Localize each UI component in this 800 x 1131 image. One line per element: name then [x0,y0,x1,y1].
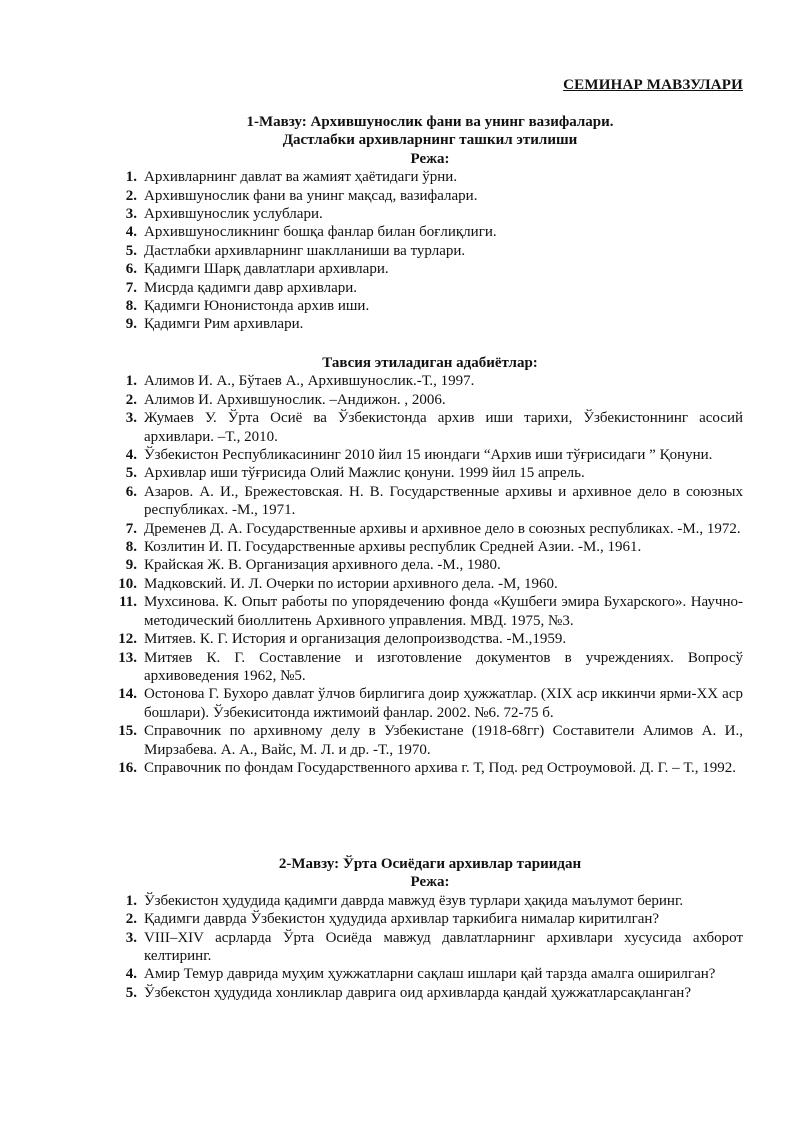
plan-item [117,279,743,297]
list-item-text: Справочник по фондам Государственного архива г. Т, Под. ред Остроумовой. Д. Г. – Т., 1992. [144,759,737,776]
topic-1-title-line-2: Дастлабки архивларнинг ташкил этилиши [282,132,578,149]
list-item-number: 5. [125,465,137,482]
list-item-number: 1. [125,169,137,186]
list-item-text: VIII–XIV асрларда Ўрта Осиёда мавжуд давлатларнинг архивлари хусусида ахборот келтиринг. [144,929,743,965]
document-title: СЕМИНАР МАВЗУЛАРИ [563,77,743,93]
literature-item [117,446,743,464]
list-item-number: 9. [125,316,137,333]
list-item-text: Архившуносликнинг бошқа фанлар билан боғлиқлиги. [144,224,497,241]
literature-item [117,372,743,390]
list-item-number: 12. [118,631,137,648]
list-item-text: Алимов И. Архившунослик. –Андижон. , 2006. [144,391,446,408]
plan-item [117,168,743,186]
list-item-text: Архивларнинг давлат ва жамият ҳаётидаги ўрни. [144,169,458,186]
list-item-number: 3. [125,206,137,223]
literature-item [117,391,743,409]
plan-item [117,260,743,278]
list-item-text: Митяев. К. Г. История и организация делопроизводства. -М.,1959. [144,631,567,648]
topic-2-title: 2-Мавзу: Ўрта Осиёдаги архивлар тариидан [278,856,582,872]
list-item-text: Мисрда қадимги давр архивлари. [144,279,358,296]
literature-item [117,630,743,648]
list-item-text: Архивлар иши тўғрисида Олий Мажлис қонуни. 1999 йил 15 апрель. [144,465,585,482]
literature-item [117,759,743,777]
list-item-text: Қадимги Юнонистонда архив иши. [144,298,370,315]
list-item-text: Митяев К. Г. Составление и изготовление документов в учреждениях. Вопросў архивоведения 1962, №5. [144,649,743,684]
list-item-number: 10. [118,575,137,592]
list-item-number: 3. [125,410,137,427]
list-item-text: Қадимги Рим архивлари. [144,316,304,333]
list-item-text: Архившунослик фани ва унинг мақсад, вазифалари. [144,187,478,204]
plan-item [117,315,743,333]
topic-1-section [117,113,743,334]
list-item-number: 7. [125,520,137,537]
list-item-number: 6. [125,261,137,278]
topic-1-plan-label: Режа: [410,150,450,167]
plan-item [117,965,743,983]
list-item-number: 4. [125,224,137,241]
list-item-text: Крайская Ж. В. Организация архивного дела. -М., 1980. [144,557,501,574]
plan-item [117,297,743,315]
list-item-number: 9. [125,557,137,574]
list-item-text: Остонова Г. Бухоро давлат ўлчов бирлигига доир ҳужжатлар. (XIX аср иккинчи ярми-XX аср бошлари). Ўзбекиситонда ижтимоий фанлар. 2002. №6. 72-75 б. [144,686,743,721]
literature-item [117,649,743,686]
literature-item [117,538,743,556]
list-item-number: 2. [125,391,137,408]
plan-item [117,242,743,260]
list-item-number: 8. [125,539,137,556]
topic-2-plan-list [117,892,743,1002]
list-item-text: Дременев Д. А. Государственные архивы и архивное дело в союзных республиках. -М., 1972. [144,520,741,537]
list-item-number: 2. [125,911,137,928]
list-item-number: 4. [125,447,137,464]
plan-item [117,223,743,241]
list-item-number: 8. [125,298,137,315]
list-item-text: Архившунослик услублари. [144,206,323,223]
topic-2-section [117,855,743,1002]
list-item-number: 3. [125,929,137,946]
topic-1-plan-list [117,168,743,334]
list-item-text: Жумаев У. Ўрта Осиё ва Ўзбекистонда архив иши тарихи, Ўзбекистоннинг асосий архивлари. –Т., 2010. [144,410,743,445]
list-item-text: Қадимги даврда Ўзбекистон ҳудудида архивлар таркибига нималар киритилган? [144,911,660,928]
literature-item [117,483,743,520]
list-item-number: 1. [125,373,137,390]
list-item-text: Ўзбекистон ҳудудида қадимги даврда мавжуд ёзув турлари ҳақида маълумот беринг. [144,892,684,909]
list-item-number: 14. [118,686,137,703]
literature-item [117,593,743,630]
literature-list [117,372,743,777]
list-item-number: 16. [118,759,137,776]
list-item-text: Қадимги Шарқ давлатлари архивлари. [144,261,389,278]
list-item-text: Дастлабки архивларнинг шаклланиши ва турлари. [144,242,466,259]
list-item-text: Ўзбекистон Республикасининг 2010 йил 15 июндаги “Архив иши тўғрисидаги ” Қонуни. [144,447,713,464]
literature-item [117,520,743,538]
plan-item [117,984,743,1002]
literature-item [117,556,743,574]
plan-item [117,892,743,910]
list-item-text: Алимов И. А., Бўтаев А., Архившунослик.-Т., 1997. [144,373,475,390]
plan-item [117,929,743,966]
list-item-text: Мухсинова. К. Опыт работы по упорядечению фонда «Кушбеги эмира Бухарского». Научно-методический биоллитень Архивного управления. МВД. 1975, №3. [144,594,743,629]
list-item-number: 5. [125,984,137,1001]
literature-label: Тавсия этиладиган адабиётлар: [322,355,538,371]
list-item-number: 2. [125,187,137,204]
literature-item [117,409,743,446]
topic-1-title-line-1: 1-Мавзу: Архившунослик фани ва унинг вазифалари. [246,114,614,130]
plan-item [117,205,743,223]
plan-item [117,910,743,928]
literature-item [117,722,743,759]
list-item-text: Ўзбекстон ҳудудида хонликлар даврига оид архивларда қандай ҳужжатларсақланган? [144,984,691,1001]
list-item-text: Амир Темур даврида муҳим ҳужжатларни сақлаш ишлари қай тарзда амалга оширилган? [144,966,716,983]
list-item-text: Справочник по архивному делу в Узбекистане (1918-68гг) Составители Алимов А. И., Мирзабева. А. А., Вайс, М. Л. и др. -Т., 1970. [144,723,743,758]
literature-item [117,685,743,722]
list-item-number: 11. [119,594,137,611]
literature-item [117,575,743,593]
list-item-number: 5. [125,242,137,259]
list-item-number: 7. [125,279,137,296]
list-item-text: Мадковский. И. Л. Очерки по истории архивного дела. -М, 1960. [144,575,558,592]
list-item-number: 1. [125,892,137,909]
list-item-number: 4. [125,966,137,983]
literature-section [117,354,743,777]
list-item-text: Азаров. А. И., Брежестовская. Н. В. Государственные архивы и архивное дело в союзных республиках. -М., 1971. [144,483,743,519]
list-item-text: Козлитин И. П. Государственные архивы республик Средней Азии. -М., 1961. [144,539,642,556]
list-item-number: 6. [125,483,137,500]
list-item-number: 13. [118,649,137,666]
literature-item [117,464,743,482]
topic-2-plan-label: Режа: [410,874,450,891]
list-item-number: 15. [118,723,137,740]
plan-item [117,187,743,205]
